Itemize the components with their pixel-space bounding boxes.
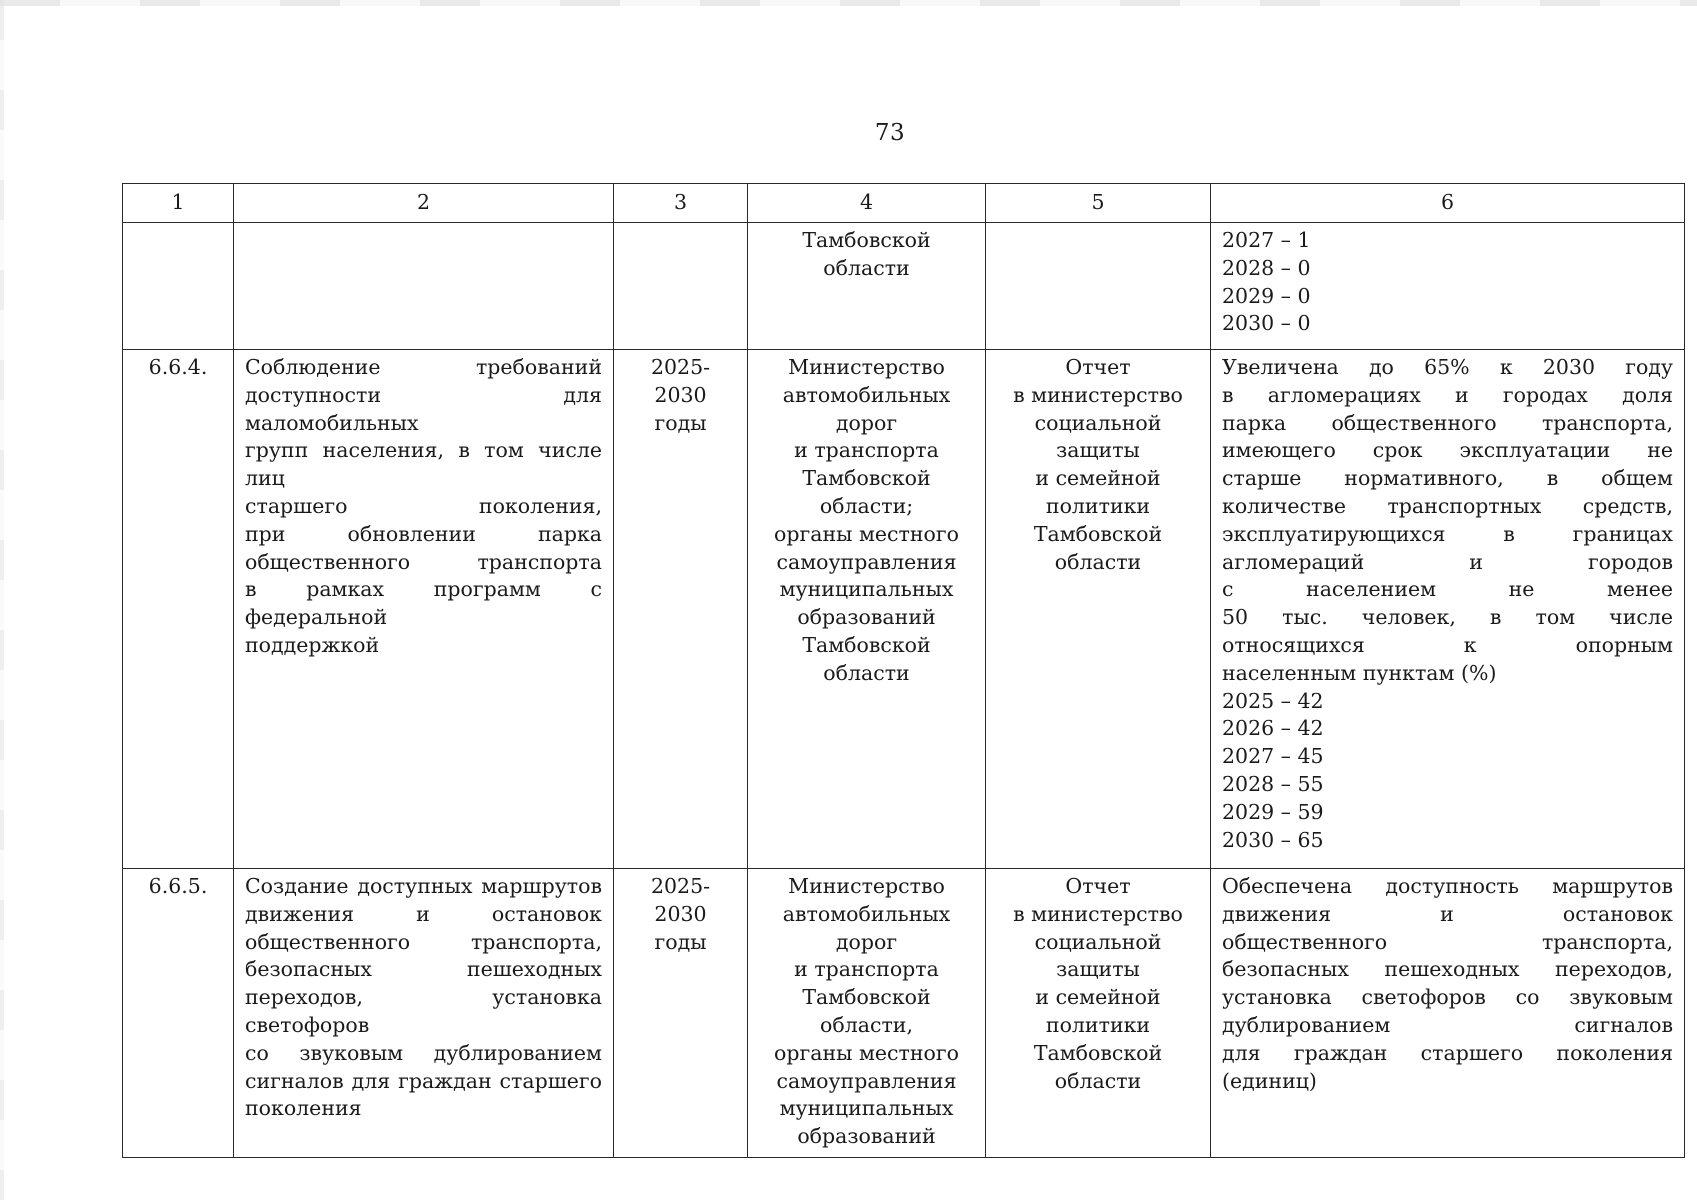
scan-edge-left [0,0,4,1200]
header-cell-5: 5 [986,184,1211,223]
indicator-line: 2028 – 55 [1222,771,1324,796]
measures-table [122,183,1685,1158]
executor-line: Тамбовской области [802,632,931,685]
measure-number-cell [123,223,234,350]
indicator-cell [1211,869,1685,1158]
indicator-line: 2030 – 0 [1222,311,1311,336]
executor-line: автомобильных дорог [782,901,951,954]
executor-cell [748,350,986,869]
description-line: старшего поколения, [245,493,602,518]
executor-line: образований [797,605,936,630]
indicator-line: старше нормативного, в общем [1222,466,1673,491]
report-line: и семейной [1035,466,1161,491]
indicator-line: Увеличена до 65% к 2030 году [1222,355,1673,379]
executor-line: муниципальных [779,1096,954,1121]
indicator-line: количестве транспортных средств, [1222,493,1673,518]
executor-line: Тамбовской области; [802,466,931,518]
indicator-line: (единиц) [1222,1068,1317,1093]
report-line: Тамбовской области [1033,1040,1163,1093]
measure-description-cell [234,223,614,350]
indicator-line: безопасных пешеходных переходов, [1222,957,1673,982]
report-cell [986,869,1211,1158]
header-cell-1: 1 [123,184,234,223]
report-cell [986,223,1211,350]
indicator-line: 2028 – 0 [1222,255,1311,280]
indicator-line: 2029 – 59 [1222,799,1324,824]
description-line: сигналов для граждан старшего [245,1068,602,1093]
indicator-line: парка общественного транспорта, [1222,410,1673,435]
description-line: групп населения, в том числе лиц [245,438,602,491]
description-line: со звуковым дублированием [245,1040,602,1065]
indicator-line: Обеспечена доступность маршрутов [1222,874,1673,898]
executor-line: и транспорта [794,438,939,463]
indicator-line: 2029 – 0 [1222,283,1311,308]
executor-line: Министерство [788,874,945,898]
description-line: поколения [245,1096,362,1121]
period-line: годы [654,929,707,954]
indicator-line: 2025 – 42 [1222,688,1324,713]
header-cell-3: 3 [614,184,748,223]
report-line: в министерство [1013,901,1183,926]
measure-number-cell [123,869,234,1158]
period-line: 2025-2030 [650,874,711,926]
executor-line: самоуправления [776,1068,957,1093]
indicator-line: общественного транспорта, [1222,929,1673,954]
report-line: Отчет [1065,874,1131,898]
indicator-cell [1211,223,1685,350]
measure-description-cell [234,350,614,869]
indicator-line: 2030 – 65 [1222,827,1324,852]
executor-line: самоуправления [776,549,957,574]
period-cell [614,869,748,1158]
header-cell-2: 2 [234,184,614,223]
description-line: движения и остановок [245,901,602,926]
period-cell [614,223,748,350]
executor-line: Тамбовской области, [802,985,931,1037]
period-line: годы [654,410,707,435]
description-line: поддержкой [245,632,380,657]
description-line: в рамках программ с федеральной [245,577,602,630]
description-line: переходов, установка светофоров [245,985,602,1037]
executor-line: Тамбовской области [802,228,931,280]
report-line: социальной защиты [1034,929,1162,982]
scan-edge-top [0,0,1697,6]
indicator-line: дублированием сигналов [1222,1012,1673,1037]
description-line: общественного транспорта, [245,929,602,954]
header-cell-4: 4 [748,184,986,223]
period-cell [614,350,748,869]
report-line: в министерство [1013,382,1183,407]
executor-line: и транспорта [794,957,939,982]
table-header-row [123,184,1685,223]
indicator-line: 50 тыс. человек, в том числе [1222,605,1673,630]
executor-line: Министерство [788,355,945,379]
period-line: 2025-2030 [650,355,711,407]
executor-line: автомобильных дорог [782,382,951,435]
indicator-line: движения и остановок [1222,901,1673,926]
measure-number-cell [123,350,234,869]
report-line: политики [1045,493,1151,518]
executor-cell [748,869,986,1158]
indicator-line: 2027 – 45 [1222,744,1324,769]
description-line: при обновлении парка [245,521,602,546]
executor-line: органы местного [774,1040,959,1065]
executor-cell [748,223,986,350]
executor-line: органы местного [774,521,959,546]
report-cell [986,350,1211,869]
indicator-line: агломераций и городов [1222,549,1673,574]
description-line: безопасных пешеходных [245,957,602,982]
indicator-line: 2027 – 1 [1222,228,1311,252]
report-line: и семейной [1035,985,1161,1010]
indicator-line: с населением не менее [1222,577,1673,602]
description-line: Соблюдение требований [245,355,602,379]
description-line: общественного транспорта [245,549,602,574]
table-row [123,869,1685,1158]
executor-line: образований [797,1124,936,1149]
indicator-line: 2026 – 42 [1222,716,1324,741]
measure-number: 6.6.5. [148,874,208,898]
table-row [123,223,1685,350]
report-line: социальной защиты [1034,410,1162,463]
executor-line: муниципальных [779,577,954,602]
measure-description-cell [234,869,614,1158]
indicator-cell [1211,350,1685,869]
description-line: доступности для маломобильных [245,382,602,435]
table-row [123,350,1685,869]
report-line: Отчет [1065,355,1131,379]
indicator-line: в агломерациях и городах доля [1222,382,1673,407]
page-number: 73 [874,120,906,146]
report-line: политики [1045,1012,1151,1037]
indicator-line: населенным пунктам (%) [1222,660,1497,685]
header-cell-6: 6 [1211,184,1685,223]
indicator-line: эксплуатирующихся в границах [1222,521,1673,546]
measure-number: 6.6.4. [148,355,208,379]
report-line: Тамбовской области [1033,521,1163,574]
indicator-line: для граждан старшего поколения [1222,1040,1673,1065]
indicator-line: относящихся к опорным [1222,632,1673,657]
indicator-line: имеющего срок эксплуатации не [1222,438,1673,463]
description-line: Создание доступных маршрутов [245,874,602,898]
indicator-line: установка светофоров со звуковым [1222,985,1673,1010]
